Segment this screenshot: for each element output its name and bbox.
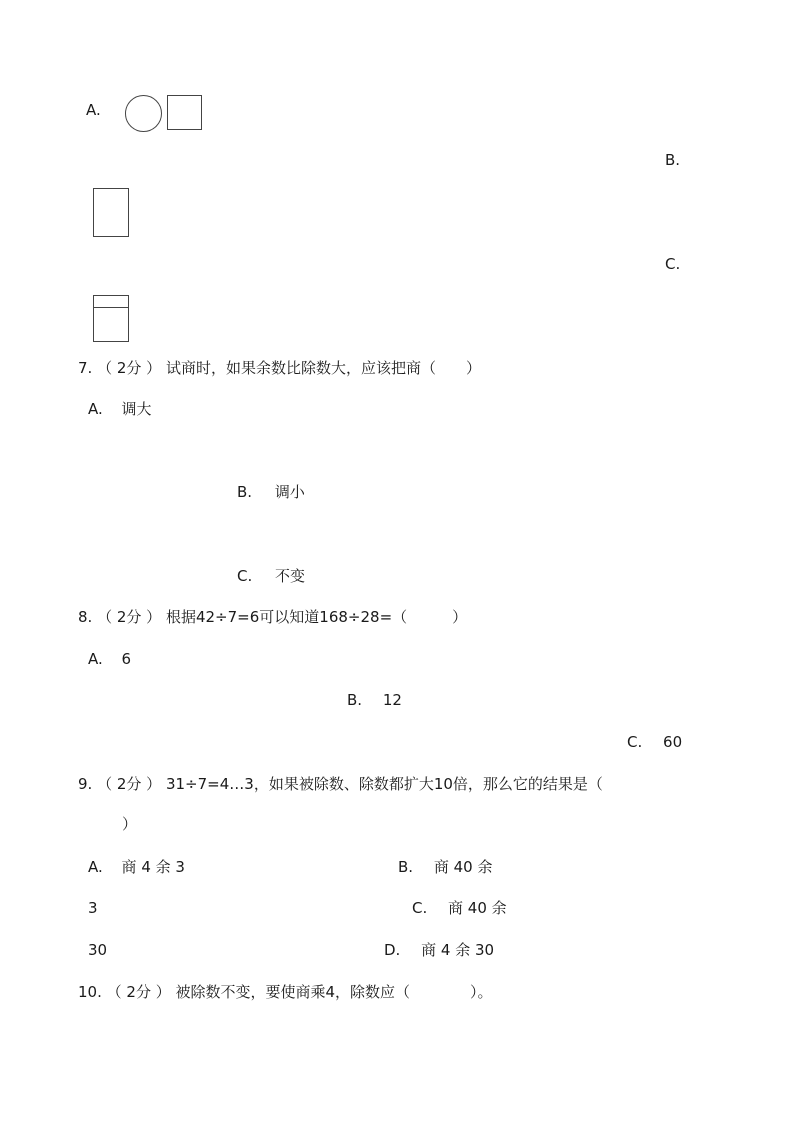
q7-option-a[interactable] <box>88 399 152 419</box>
option-label: C. <box>412 899 428 917</box>
q7-number: 7. <box>78 359 93 377</box>
option-text: 商 4 余 30 <box>421 941 495 959</box>
rectangle-shape <box>93 188 129 237</box>
option-label: A. <box>88 650 103 668</box>
divider-line <box>93 307 129 308</box>
q9-option-c-wrap: 30 <box>88 941 108 959</box>
q7-option-c[interactable] <box>237 566 305 586</box>
q8-text: 根据42÷7=6可以知道168÷28=（ ） <box>165 608 468 626</box>
q9-option-b-wrap: 3 <box>88 899 98 917</box>
option-label: C. <box>237 567 253 585</box>
option-text: 调小 <box>274 483 305 501</box>
option-label: B. <box>237 483 253 501</box>
option-text: 不变 <box>275 567 306 585</box>
option-label: A. <box>88 858 103 876</box>
q9-score: （ 2分 ） <box>97 775 162 793</box>
q9-option-d[interactable] <box>384 940 494 960</box>
q9-text: 31÷7=4…3，如果被除数、除数都扩大10倍，那么它的结果是（ <box>165 775 603 793</box>
q9-option-c[interactable] <box>412 898 507 918</box>
q8-option-c[interactable] <box>627 732 682 752</box>
square-shape <box>167 95 202 130</box>
option-text: 调大 <box>121 400 152 418</box>
q8-option-a[interactable] <box>88 649 131 669</box>
q6-option-c-figure <box>93 295 131 343</box>
q7-stem <box>78 358 481 378</box>
option-text: 商 40 余 <box>433 858 493 876</box>
q6-option-a-label: A. <box>86 101 101 119</box>
option-text: 12 <box>382 691 402 709</box>
option-label: B. <box>347 691 363 709</box>
q8-number: 8. <box>78 608 93 626</box>
q8-stem <box>78 607 467 627</box>
q10-stem <box>78 982 493 1002</box>
q10-number: 10. <box>78 983 102 1001</box>
option-label: A. <box>88 400 103 418</box>
q8-score: （ 2分 ） <box>97 608 162 626</box>
circle-shape <box>125 95 162 132</box>
q7-text: 试商时，如果余数比除数大，应该把商（ ） <box>165 359 481 377</box>
option-text: 60 <box>663 733 683 751</box>
q7-score: （ 2分 ） <box>97 359 162 377</box>
divided-rectangle-shape <box>93 295 129 342</box>
q9-number: 9. <box>78 775 93 793</box>
q6-option-b-label: B. <box>665 151 681 169</box>
option-label: C. <box>627 733 643 751</box>
option-text: 6 <box>121 650 132 668</box>
q6-option-b-figure <box>93 188 131 238</box>
q9-option-b[interactable] <box>398 857 492 877</box>
option-label: D. <box>384 941 401 959</box>
q7-option-b[interactable] <box>237 482 305 502</box>
q9-option-a[interactable] <box>88 857 185 877</box>
q10-score: （ 2分 ） <box>106 983 171 1001</box>
option-text: 商 40 余 <box>448 899 507 917</box>
q6-option-c-label: C. <box>665 255 681 273</box>
q9-stem <box>78 774 603 794</box>
option-text: 商 4 余 3 <box>121 858 185 876</box>
q8-option-b[interactable] <box>347 690 402 710</box>
q6-option-a-figure <box>125 93 217 133</box>
option-label: B. <box>398 858 414 876</box>
q10-text: 被除数不变，要使商乘4，除数应（ ）。 <box>175 983 493 1001</box>
q9-stem-end: ） <box>122 815 138 833</box>
